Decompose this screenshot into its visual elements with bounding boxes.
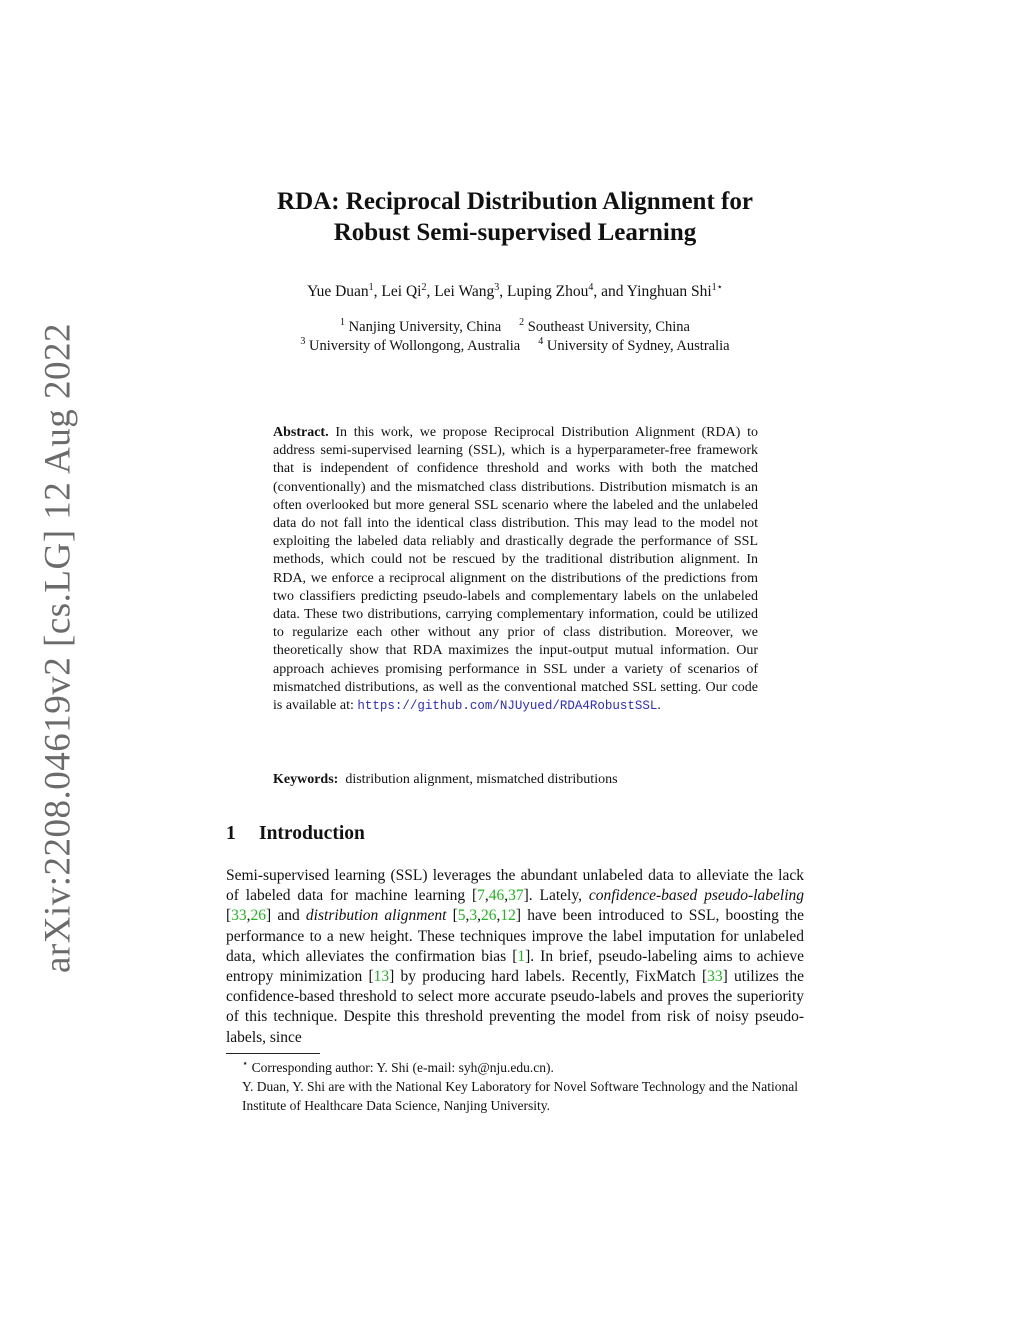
- citation-link[interactable]: 3: [469, 907, 478, 925]
- introduction-paragraph: Semi-supervised learning (SSL) leverages the abundant unlabeled data to alleviate the lack of labeled data for machine learning [7,46,37]. Lately, confidence-based pseudo-labeling [33,26] and distribution alignment [5,3,26,12] have been introduced to SSL, boosting the performance to a new height. These techniques improve the label imputation for unlabeled data, which alleviates the confirmation bias [1]. In brief, pseudo-labeling aims to achieve entropy minimization [13] by producing hard labels. Recently, FixMatch [33] utilizes the confidence-based threshold to select more accurate pseudo-labels and proves the superiority of this technique. Despite this threshold preventing the model from risk of noisy pseudo-labels, since: [226, 867, 805, 1046]
- intro-text: ] and: [266, 907, 306, 925]
- author-separator: ,: [373, 283, 382, 300]
- arxiv-identifier: arXiv:2208.04619v2 [cs.LG] 12 Aug 2022: [37, 323, 79, 973]
- affiliation-name: University of Sydney, Australia: [546, 338, 730, 354]
- citation-link[interactable]: 33: [707, 968, 723, 986]
- keywords: [273, 772, 758, 788]
- affiliation-mark: 3: [300, 336, 306, 348]
- affiliation-row: [160, 318, 870, 337]
- affiliation-mark: 2: [519, 317, 525, 329]
- title-line-2: Robust Semi-supervised Learning: [333, 219, 697, 246]
- section-number: 1: [226, 823, 236, 844]
- author-mark: 2: [421, 281, 427, 293]
- citation-link[interactable]: 1: [517, 947, 526, 965]
- intro-text: [: [226, 907, 232, 925]
- author: Yinghuan Shi: [626, 283, 712, 300]
- footnote-rule: [226, 1053, 320, 1054]
- author: Luping Zhou: [506, 283, 589, 300]
- keywords-label: Keywords:: [273, 772, 339, 787]
- footnote-corresponding: [226, 1058, 816, 1077]
- emphasis-term: distribution alignment: [305, 907, 447, 925]
- section-heading: [226, 823, 365, 845]
- author-list: [160, 283, 870, 301]
- author: Yue Duan: [307, 283, 369, 300]
- author-separator: , and: [593, 283, 627, 300]
- author-mark: 3: [494, 281, 500, 293]
- title-line-1: RDA: Reciprocal Distribution Alignment for: [277, 188, 753, 215]
- citation-link[interactable]: 7: [477, 887, 485, 905]
- citation-link[interactable]: 13: [373, 968, 390, 986]
- author: Lei Wang: [434, 283, 495, 300]
- citation-link[interactable]: 37: [508, 887, 524, 905]
- code-link[interactable]: https://github.com/NJUyued/RDA4RobustSSL: [357, 699, 658, 714]
- affiliations: [160, 318, 870, 356]
- paper-title: [160, 186, 870, 248]
- author-mark: 1: [368, 281, 374, 293]
- author-mark: 4: [588, 281, 594, 293]
- citation-link[interactable]: 26: [250, 907, 267, 925]
- footnote-mark: ⋆: [242, 1058, 249, 1070]
- author-mark: 1⋆: [711, 281, 723, 293]
- abstract: Abstract. In this work, we propose Reciprocal Distribution Alignment (RDA) to address semi-supervised learning (SSL), which is a hyperparameter-free framework that is independent of confidence threshold and works with both the matched (conventionally) and the mismatched class distributions. Distribution mismatch is an often overlooked but more general SSL scenario where the labeled and the unlabeled data do not fall into the identical class distribution. This may lead to the model not exploiting the labeled data reliably and drastically degrade the performance of SSL methods, which could not be rescued by the traditional distribution alignment. In RDA, we enforce a reciprocal alignment on the distributions of the predictions from two classifiers predicting pseudo-labels and complementary labels on the unlabeled data. These two distributions, carrying complementary information, could be utilized to regularize each other without any prior of class distribution. Moreover, we theoretically show that RDA maximizes the input-output mutual information. Our approach achieves promising performance in SSL under a variety of scenarios of mismatched distributions, as well as the conventional matched SSL setting. Our code is available at: https://github.com/NJUyued/RDA4RobustSSL.: [273, 425, 759, 714]
- intro-text: ]. Lately,: [523, 887, 589, 905]
- footnotes: [226, 1058, 816, 1115]
- emphasis-term: confidence-based pseudo-labeling: [588, 887, 805, 905]
- affiliation-row: [160, 337, 870, 356]
- author-separator: ,: [426, 283, 435, 300]
- affiliation-name: University of Wollongong, Australia: [309, 338, 521, 354]
- affiliation-mark: 4: [538, 336, 544, 348]
- author-separator: ,: [499, 283, 507, 300]
- intro-text: ]. In brief, pseudo-labeling aims to achieve entropy minimization [: [226, 947, 804, 986]
- citation-link[interactable]: 5: [457, 907, 466, 925]
- intro-text: Semi-supervised learning (SSL) leverages the abundant unlabeled data to alleviate the lack of labeled data for machine learning [: [226, 867, 804, 905]
- intro-text: ] utilizes the confidence-based threshold to select more accurate pseudo-labels and proves the superiority of this technique. Despite this threshold preventing the model from risk of noisy pseudo-labels, since: [226, 968, 804, 1046]
- citation-link[interactable]: 46: [488, 887, 505, 905]
- abstract-label: Abstract.: [273, 425, 329, 440]
- citation-link[interactable]: 33: [231, 907, 247, 925]
- footnote-affiliation: Y. Duan, Y. Shi are with the National Key Laboratory for Novel Software Technology and the National Institute of Healthcare Data Science, Nanjing University.: [242, 1079, 799, 1113]
- citation-link[interactable]: 26: [481, 907, 497, 925]
- footnote-text: Corresponding author: Y. Shi (e-mail: syh@nju.edu.cn).: [251, 1060, 554, 1075]
- affiliation-mark: 1: [340, 317, 346, 329]
- author: Lei Qi: [381, 283, 422, 300]
- intro-text: ] have been introduced to SSL, boosting the performance to a new height. These techniques improve the label imputation for unlabeled data, which alleviates the confirmation bias [: [226, 907, 804, 965]
- intro-text: ] by producing hard labels. Recently, FixMatch [: [389, 968, 708, 986]
- abstract-text: In this work, we propose Reciprocal Distribution Alignment (RDA) to address semi-supervised learning (SSL), which is a hyperparameter-free framework that is independent of confidence threshold and works with both the matched (conventionally) and the mismatched class distributions. Distribution mismatch is an often overlooked but more general SSL scenario where the labeled and the unlabeled data do not fall into the identical class distribution. This may lead to the model not exploiting the labeled data reliably and drastically degrade the performance of SSL methods, which could not be rescued by the traditional distribution alignment. In RDA, we enforce a reciprocal alignment on the distributions of the predictions from two classifiers predicting pseudo-labels and complementary labels on the unlabeled data. These two distributions, carrying complementary information, could be utilized to regularize each other without any prior of class distribution. Moreover, we theoretically show that RDA maximizes the input-output mutual information. Our approach achieves promising performance in SSL under a variety of scenarios of mismatched distributions, as well as the conventional matched SSL setting. Our code is available at:: [273, 425, 759, 714]
- affiliation-name: Nanjing University, China: [348, 319, 502, 335]
- section-title: Introduction: [259, 823, 365, 844]
- intro-text: [: [446, 907, 458, 925]
- citation-link[interactable]: 12: [500, 907, 516, 925]
- keywords-text: distribution alignment, mismatched distributions: [345, 772, 618, 787]
- affiliation-name: Southeast University, China: [527, 319, 690, 335]
